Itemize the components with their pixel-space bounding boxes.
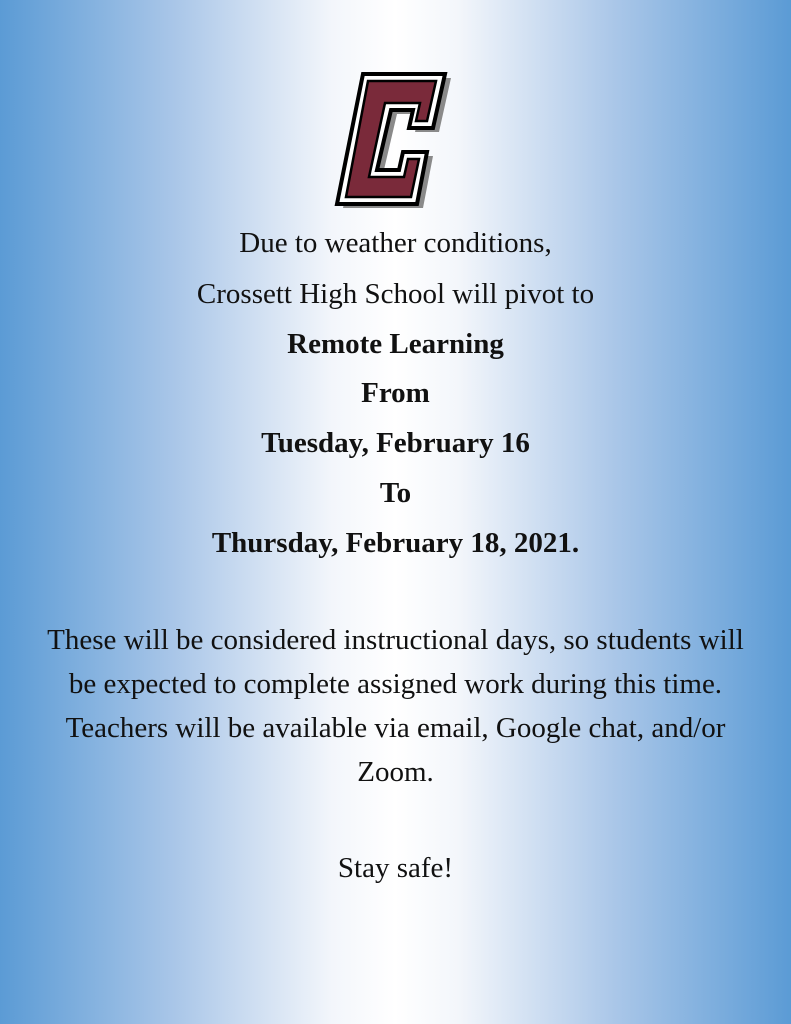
details-paragraph: These will be considered instructional days, so students will be expected to complete assigned work during this time. Teachers will be available via email, Google chat, and/or Zoom. bbox=[47, 624, 744, 788]
announcement-line-school: Crossett High School will pivot to bbox=[196, 278, 595, 310]
announcement-line-remote-learning: Remote Learning bbox=[287, 328, 504, 360]
announcement-line-from: From bbox=[361, 377, 430, 409]
closing-message: Stay safe! bbox=[337, 852, 454, 884]
c-logo-icon bbox=[333, 66, 453, 208]
announcement-line-to: To bbox=[379, 477, 412, 509]
announcement-line-start-date: Tuesday, February 16 bbox=[261, 427, 530, 459]
announcement-line-weather: Due to weather conditions, bbox=[239, 227, 552, 259]
announcement-line-end-date: Thursday, February 18, 2021. bbox=[211, 527, 580, 559]
school-logo bbox=[333, 66, 453, 208]
